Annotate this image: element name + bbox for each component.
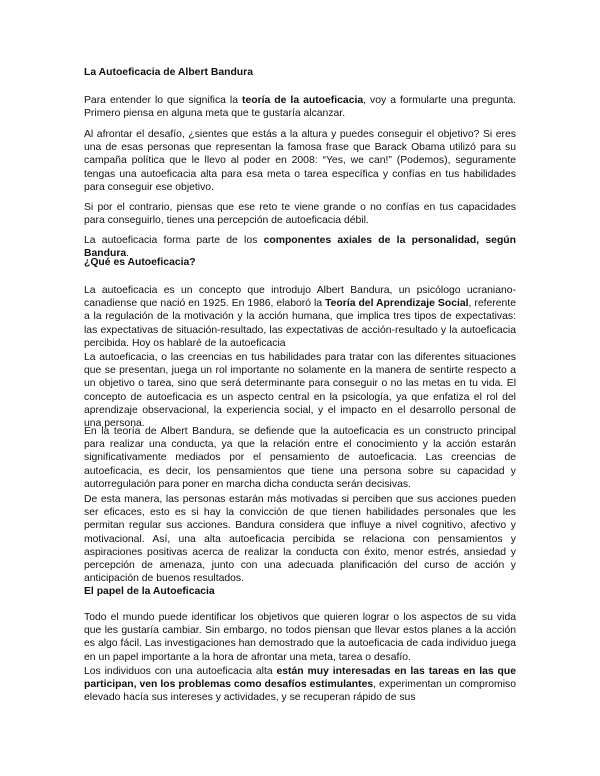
text-run: Al afrontar el desafío, ¿sientes que estás a la altura y puedes conseguir el objetivo? Si eres una de esas personas que representan la famosa frase que Barack Obama utilizó para su campaña política que le llevo al poder en 2008: “Yes, we can!” (Podemos), seguramente tengas una autoeficacia alta para esa meta o tarea específica y confías en tus habilidades para conseguir ese objetivo. bbox=[84, 129, 516, 193]
text-run: Todo el mundo puede identificar los objetivos que quieren lograr o los aspectos de su vida que les gustaría cambiar. Sin embargo, no todos piensan que llevar estos planes a la acción es algo fácil. Las investigaciones han demostrado que la autoeficacia de cada individuo juega en un papel importante a la hora de afrontar una meta, tarea o desafío. bbox=[84, 612, 516, 663]
heading-text: ¿Qué es Autoeficacia? bbox=[84, 257, 196, 268]
bold-run: componentes axiales de la personalidad, según Bandura bbox=[84, 235, 516, 260]
text-run: La autoeficacia forma parte de los bbox=[84, 235, 264, 246]
text-run: De esta manera, las personas estarán más motivadas si perciben que sus acciones pueden ser eficaces, esto es si hay la convicción de que tienen habilidades personales que les permitan regular sus acciones. Bandura considera que influye a nivel cognitivo, afectivo y motivacional. Así, una alta autoeficacia percibida se relaciona con pensamientos y aspiraciones positivas acerca de realizar la conducta con éxito, menor estrés, ansiedad y percepción de amenaza, junto con una adecuada planificación del curso de acción y anticipación de buenos resultados. bbox=[84, 494, 516, 585]
text-run: Si por el contrario, piensas que ese reto te viene grande o no confías en tus capacidades para conseguirlo, tienes una percepción de autoeficacia débil. bbox=[84, 202, 516, 227]
text-run: , experimentan un compromiso elevado hacía sus intereses y actividades, y se recuperan rápido de sus bbox=[84, 679, 516, 704]
text-run: La autoeficacia, o las creencias en tus habilidades para tratar con las diferentes situaciones que se presentan, juega un rol importante no solamente en la manera de sentirte respecto a un objetivo o tarea, sino que será determinante para conseguir o no las metas en tu vida. El concepto de autoeficacia es un aspecto central en la psicología, ya que enfatiza el rol del aprendizaje observacional, la experiencia social, y el impacto en el desarrollo personal de una persona. bbox=[84, 352, 516, 430]
text-run: , referente a la regulación de la motivación y la acción humana, que implica tres tipos de expectativas: las expectativas de situación-resultado, las expectativas de acción-resultado y la autoeficacia percibida. Hoy os hablaré de la autoeficacia bbox=[84, 298, 516, 349]
paragraph bbox=[84, 493, 516, 585]
text-run: . bbox=[126, 248, 130, 260]
heading-text: El papel de la Autoeficacia bbox=[84, 586, 215, 597]
text-run: , voy a formularte una pregunta. Primero piensa en alguna meta que te gustaría alcanzar. bbox=[84, 95, 516, 120]
bold-run: están muy interesadas en las tareas en las que participan, ven los problemas como desafíos estimulantes bbox=[84, 666, 516, 691]
paragraph bbox=[84, 351, 516, 430]
paragraph bbox=[84, 128, 516, 194]
text-run: En la teoría de Albert Bandura, se defiende que la autoeficacia es un constructo principal para realizar una conducta, ya que la relación entre el conocimiento y la acción estarán significativamente mediados por el pensamiento de autoeficacia. Las creencias de autoeficacia, es decir, los pensamientos que tiene una persona sobre su capacidad y autorregulación para poner en marcha dicha conducta serán decisivas. bbox=[84, 426, 516, 490]
document-title: La Autoeficacia de Albert Bandura bbox=[84, 67, 253, 78]
text-run: Para entender lo que significa la bbox=[84, 95, 243, 106]
paragraph bbox=[84, 425, 516, 491]
paragraph bbox=[84, 94, 516, 120]
paragraph bbox=[84, 611, 516, 664]
section-heading bbox=[84, 256, 516, 269]
section-heading bbox=[84, 585, 516, 598]
paragraph bbox=[84, 201, 516, 227]
text-run: La autoeficacia es un concepto que introdujo Albert Bandura, un psicólogo ucraniano-canadiense que nació en 1925. En 1986, elaboró la bbox=[84, 285, 516, 310]
text-run: Los individuos con una autoeficacia alta bbox=[84, 666, 277, 677]
bold-run: Teoría del Aprendizaje Social bbox=[325, 298, 469, 310]
paragraph bbox=[84, 284, 516, 350]
paragraph bbox=[84, 665, 516, 705]
bold-run: teoría de la autoeficacia bbox=[242, 95, 364, 106]
